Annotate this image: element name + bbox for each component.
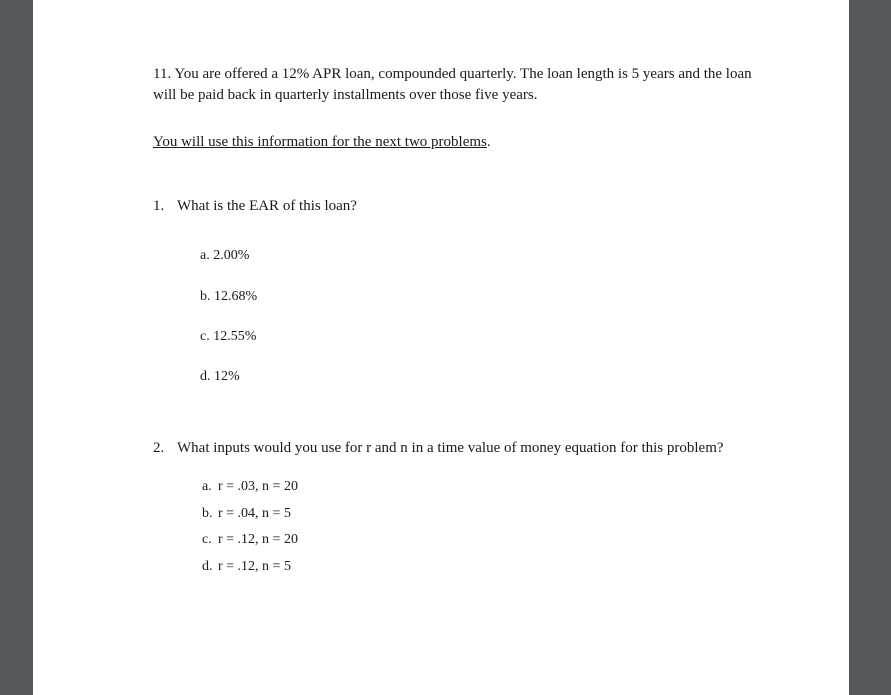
question-2-option-c [202,530,298,550]
option-letter: d. [202,559,213,574]
problem-intro-text: You are offered a 12% APR loan, compounded quarterly. The loan length is 5 years and the loan will be paid back in quarterly installments over those five years. [153,66,752,103]
question-1-option-c: c. 12.55% [200,329,257,344]
option-text: r = .12, n = 20 [218,532,298,547]
question-1-number: 1. [153,198,165,214]
question-1-text: What is the EAR of this loan? [177,198,357,214]
option-text: r = .03, n = 20 [218,479,298,494]
option-letter: a. [202,479,212,494]
instruction-note [153,132,491,153]
question-2 [153,438,724,459]
question-2-option-b [202,504,291,524]
question-2-number: 2. [153,440,165,456]
problem-intro [153,64,763,106]
question-2-text: What inputs would you use for r and n in a time value of money equation for this problem? [177,440,724,456]
question-1-option-b: b. 12.68% [200,289,258,304]
instruction-note-suffix: . [486,134,491,150]
question-2-option-a [202,477,298,497]
question-1-option-a: a. 2.00% [200,248,250,263]
option-text: r = .12, n = 5 [218,559,291,574]
question-2-option-d [202,557,291,577]
document-page [33,0,849,695]
problem-intro-number: 11. [153,66,172,82]
instruction-note-text: You will use this information for the next two problems [153,134,487,150]
question-1 [153,196,357,217]
option-text: r = .04, n = 5 [218,506,291,521]
option-letter: c. [202,532,212,547]
question-1-option-d: d. 12% [200,369,240,384]
option-letter: b. [202,506,213,521]
